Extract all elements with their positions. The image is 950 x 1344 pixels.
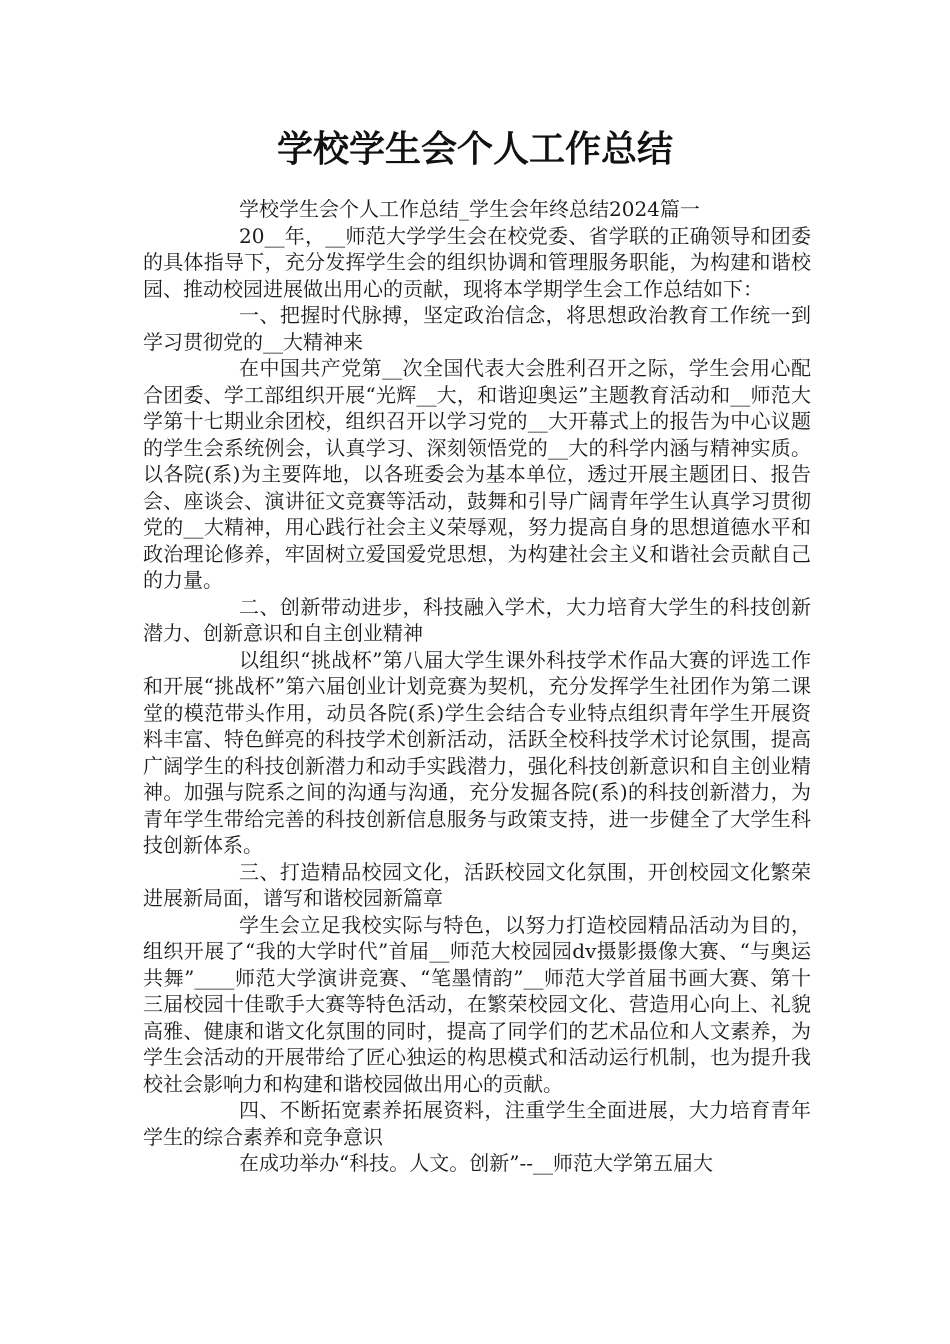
section-heading-3: 三、打造精品校园文化，活跃校园文化氛围，开创校园文化繁荣进展新局面，谱写和谐校园新篇章 (143, 859, 811, 910)
section-heading-2: 二、创新带动进步，科技融入学术，大力培育大学生的科技创新潜力、创新意识和自主创业精神 (143, 594, 811, 645)
section-heading-1: 一、把握时代脉搏，坚定政治信念，将思想政治教育工作统一到学习贯彻党的__大精神来 (143, 303, 811, 354)
section-heading-4: 四、不断拓宽素养拓展资料，注重学生全面进展，大力培育青年学生的综合素养和竞争意识 (143, 1098, 811, 1149)
paragraph-section-2: 以组织“挑战杯”第八届大学生课外科技学术作品大赛的评选工作和开展“挑战杯”第六届创业计划竞赛为契机，充分发挥学生社团作为第二课堂的模范带头作用，动员各院(系)学生会结合专业特点组织青年学生开展资料丰富、特色鲜亮的科技学术创新活动，活跃全校科技学术讨论氛围，提高广阔学生的科技创新潜力和动手实践潜力，强化科技创新意识和自主创业精神。加强与院系之间的沟通与沟通，充分发掘各院(系)的科技创新潜力，为青年学生带给完善的科技创新信息服务与政策支持，进一步健全了大学生科技创新体系。 (143, 647, 811, 857)
document-body (143, 196, 811, 1177)
paragraph-subtitle: 学校学生会个人工作总结_学生会年终总结2024篇一 (239, 197, 700, 221)
paragraph-section-4: 在成功举办“科技。人文。创新”--__师范大学第五届大 (239, 1151, 713, 1175)
document-title: 学校学生会个人工作总结 (276, 129, 673, 170)
paragraph-section-1: 在中国共产党第__次全国代表大会胜利召开之际，学生会用心配合团委、学工部组织开展“光辉__大，和谐迎奥运”主题教育活动和__师范大学第十七期业余团校，组织召开以学习党的__大开幕式上的报告为中心议题的学生会系统例会，认真学习、深刻领悟党的__大的科学内涵与精神实质。以各院(系)为主要阵地，以各班委会为基本单位，透过开展主题团日、报告会、座谈会、演讲征文竞赛等活动，鼓舞和引导广阔青年学生认真学习贯彻党的__大精神，用心践行社会主义荣辱观，努力提高自身的思想道德水平和政治理论修养，牢固树立爱国爱党思想，为构建社会主义和谐社会贡献自己的力量。 (143, 356, 811, 592)
paragraph-intro: 20__年，__师范大学学生会在校党委、省学联的正确领导和团委的具体指导下，充分发挥学生会的组织协调和管理服务职能，为构建和谐校园、推动校园进展做出用心的贡献，现将本学期学生会工作总结如下： (143, 223, 811, 301)
paragraph-section-3: 学生会立足我校实际与特色，以努力打造校园精品活动为目的，组织开展了“我的大学时代”首届__师范大校园园dv摄影摄像大赛、“与奥运共舞”____师范大学演讲竞赛、“笔墨情韵”__师范大学首届书画大赛、第十三届校园十佳歌手大赛等特色活动，在繁荣校园文化、营造用心向上、礼貌高雅、健康和谐文化氛围的同时，提高了同学们的艺术品位和人文素养，为学生会活动的开展带给了匠心独运的构思模式和活动运行机制，也为提升我校社会影响力和构建和谐校园做出用心的贡献。 (143, 912, 811, 1096)
